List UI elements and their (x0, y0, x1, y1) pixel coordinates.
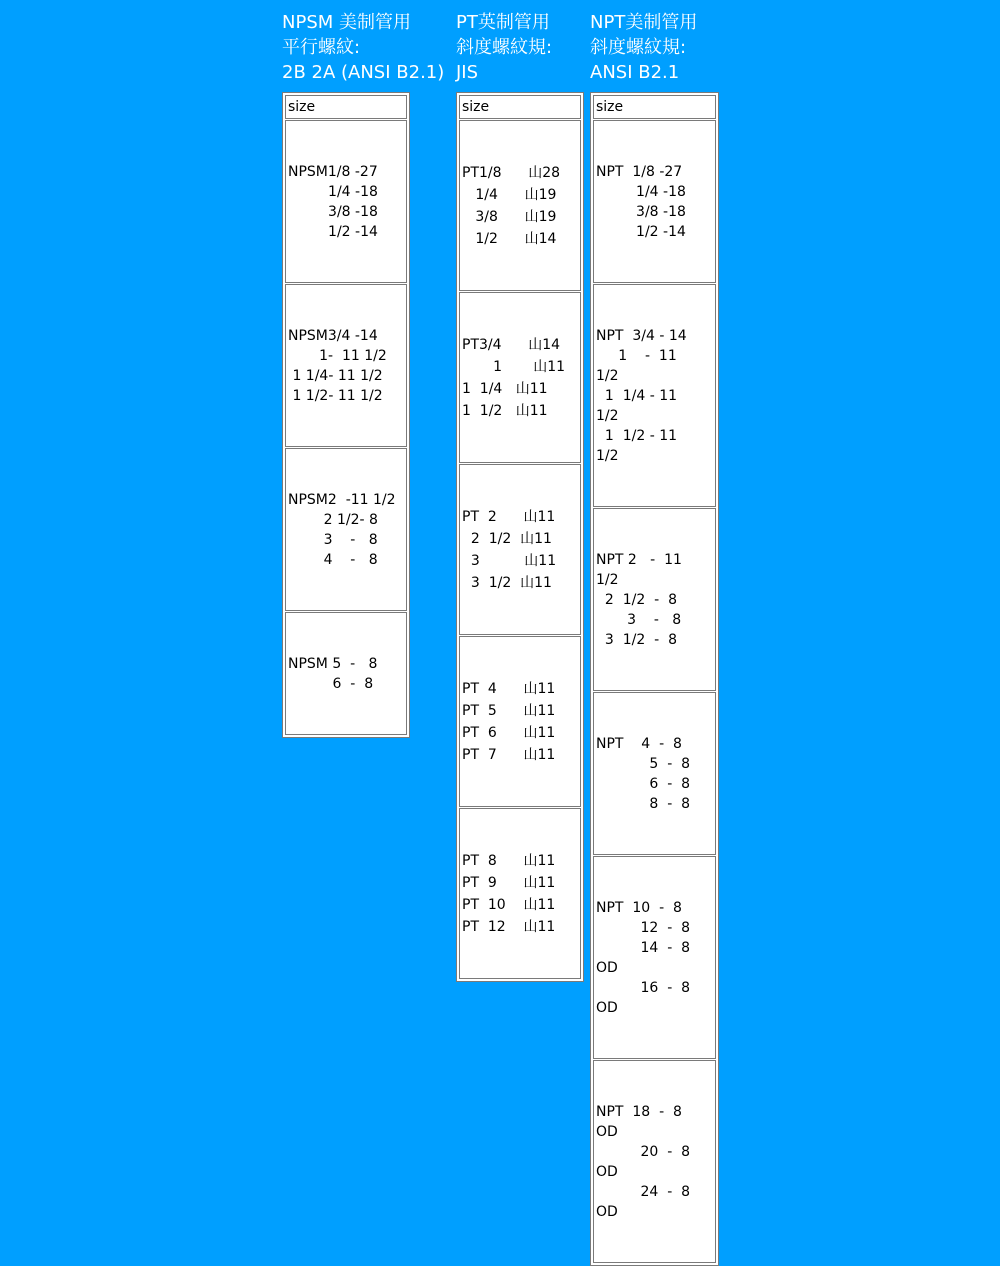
pt-heading-line: 斜度螺紋規: (456, 37, 553, 58)
pt-column (456, 10, 566, 935)
table-cell-line: PT 10 山11 (462, 897, 556, 913)
npt-size-header: size (593, 95, 716, 119)
table-cell-line: 1/2 (596, 448, 619, 464)
table-cell-line: 5 - 8 (596, 756, 691, 772)
table-cell-line: 1 山11 (462, 359, 566, 375)
table-cell-line: 1/2 (596, 408, 619, 424)
table-cell-line: 3 1/2 - 8 (596, 632, 677, 648)
table-cell-line: 1/2 山14 (462, 231, 557, 247)
table-cell-line: 16 - 8 (596, 980, 691, 996)
table-cell-line: PT3/4 山14 (462, 337, 561, 353)
table-cell-line: 1/2 -14 (596, 224, 686, 240)
table-cell-line: 2 1/2 - 8 (596, 592, 677, 608)
table-cell-line: 6 - 8 (288, 676, 374, 692)
table-cell-line: 1 1/4- 11 1/2 (288, 368, 383, 384)
npsm-group-cell (285, 448, 407, 611)
table-cell-line: 1 1/2 - 11 (596, 428, 678, 444)
table-cell-line: 1 1/4 山11 (462, 381, 548, 397)
pt-group-cell (459, 464, 581, 635)
npt-group-cell (593, 120, 716, 283)
npsm-group-cell (285, 120, 407, 283)
table-cell-line: PT 7 山11 (462, 747, 556, 763)
npt-heading (590, 10, 697, 85)
table-cell-line: NPSM1/8 -27 (288, 164, 378, 180)
table-cell-line: NPT 3/4 - 14 (596, 328, 687, 344)
table-cell-line: 3/8 -18 (596, 204, 686, 220)
table-cell-line: 1/2 (596, 368, 619, 384)
table-cell-line: NPSM3/4 -14 (288, 328, 378, 344)
table-cell-line: PT 5 山11 (462, 703, 556, 719)
table-cell-line: OD (596, 1000, 618, 1016)
npt-group-cell (593, 284, 716, 507)
npt-heading-line: ANSI B2.1 (590, 62, 680, 83)
table-cell-line: 1 1/4 - 11 (596, 388, 678, 404)
table-cell-line: PT 6 山11 (462, 725, 556, 741)
table-cell-line: PT 4 山11 (462, 681, 556, 697)
table-cell-line: 20 - 8 (596, 1144, 691, 1160)
table-cell-line: PT 9 山11 (462, 875, 556, 891)
table-cell-line: 1 1/2 山11 (462, 403, 548, 419)
table-cell-line: 4 - 8 (288, 552, 378, 568)
table-cell-line: PT 8 山11 (462, 853, 556, 869)
pt-group-cell (459, 120, 581, 291)
npsm-column (282, 10, 445, 692)
pt-table (456, 92, 584, 982)
table-cell-line: NPSM2 -11 1/2 (288, 492, 396, 508)
pt-size-header: size (459, 95, 581, 119)
npt-group-cell (593, 692, 716, 855)
table-cell-line: 3/8 -18 (288, 204, 378, 220)
table-cell-line: NPT 2 - 11 (596, 552, 682, 568)
table-cell-line: NPT 1/8 -27 (596, 164, 683, 180)
table-cell-line: 14 - 8 (596, 940, 691, 956)
table-cell-line: PT 12 山11 (462, 919, 556, 935)
npsm-heading-line: NPSM 美制管用 (282, 12, 411, 33)
table-cell-line: 1 - 11 (596, 348, 677, 364)
npsm-group-cell (285, 612, 407, 735)
table-cell-line: PT 2 山11 (462, 509, 556, 525)
npsm-size-header: size (285, 95, 407, 119)
table-cell-line: 3/8 山19 (462, 209, 557, 225)
table-cell-line: NPT 4 - 8 (596, 736, 682, 752)
table-cell-line: 1/4 -18 (596, 184, 686, 200)
table-cell-line: 3 - 8 (596, 612, 682, 628)
npsm-table (282, 92, 410, 738)
table-cell-line: 1/2 -14 (288, 224, 378, 240)
npsm-heading (282, 10, 444, 85)
npsm-heading-line: 平行螺紋: (282, 37, 361, 58)
table-cell-line: 6 - 8 (596, 776, 691, 792)
npt-table (590, 92, 719, 1266)
table-cell-line: 1/2 (596, 572, 619, 588)
table-cell-line: 1/4 山19 (462, 187, 557, 203)
table-cell-line: 24 - 8 (596, 1184, 691, 1200)
table-cell-line: 1- 11 1/2 (288, 348, 387, 364)
table-cell-line: 2 1/2- 8 (288, 512, 378, 528)
npt-group-cell (593, 1060, 716, 1263)
pt-group-cell (459, 292, 581, 463)
table-cell-line: NPT 10 - 8 (596, 900, 682, 916)
table-cell-line: 1/4 -18 (288, 184, 378, 200)
npsm-group-cell (285, 284, 407, 447)
table-cell-line: 1 1/2- 11 1/2 (288, 388, 383, 404)
npt-heading-line: 斜度螺紋規: (590, 37, 687, 58)
table-cell-line: 2 1/2 山11 (462, 531, 552, 547)
pt-heading-line: JIS (456, 62, 479, 83)
table-cell-line: OD (596, 1204, 618, 1220)
table-cell-line: OD (596, 1164, 618, 1180)
table-cell-line: NPT 18 - 8 (596, 1104, 682, 1120)
table-cell-line: NPSM 5 - 8 (288, 656, 378, 672)
npt-column (590, 10, 698, 1220)
table-cell-line: OD (596, 960, 618, 976)
npt-heading-line: NPT美制管用 (590, 12, 698, 33)
table-cell-line: 3 - 8 (288, 532, 378, 548)
pt-group-cell (459, 808, 581, 979)
table-cell-line: OD (596, 1124, 618, 1140)
pt-heading (456, 10, 552, 85)
npt-group-cell (593, 508, 716, 691)
table-cell-line: 3 1/2 山11 (462, 575, 552, 591)
pt-group-cell (459, 636, 581, 807)
table-cell-line: PT1/8 山28 (462, 165, 561, 181)
table-cell-line: 3 山11 (462, 553, 557, 569)
npsm-heading-line: 2B 2A (ANSI B2.1) (282, 62, 445, 83)
table-cell-line: 8 - 8 (596, 796, 691, 812)
pt-heading-line: PT英制管用 (456, 12, 550, 33)
table-cell-line: 12 - 8 (596, 920, 691, 936)
npt-group-cell (593, 856, 716, 1059)
